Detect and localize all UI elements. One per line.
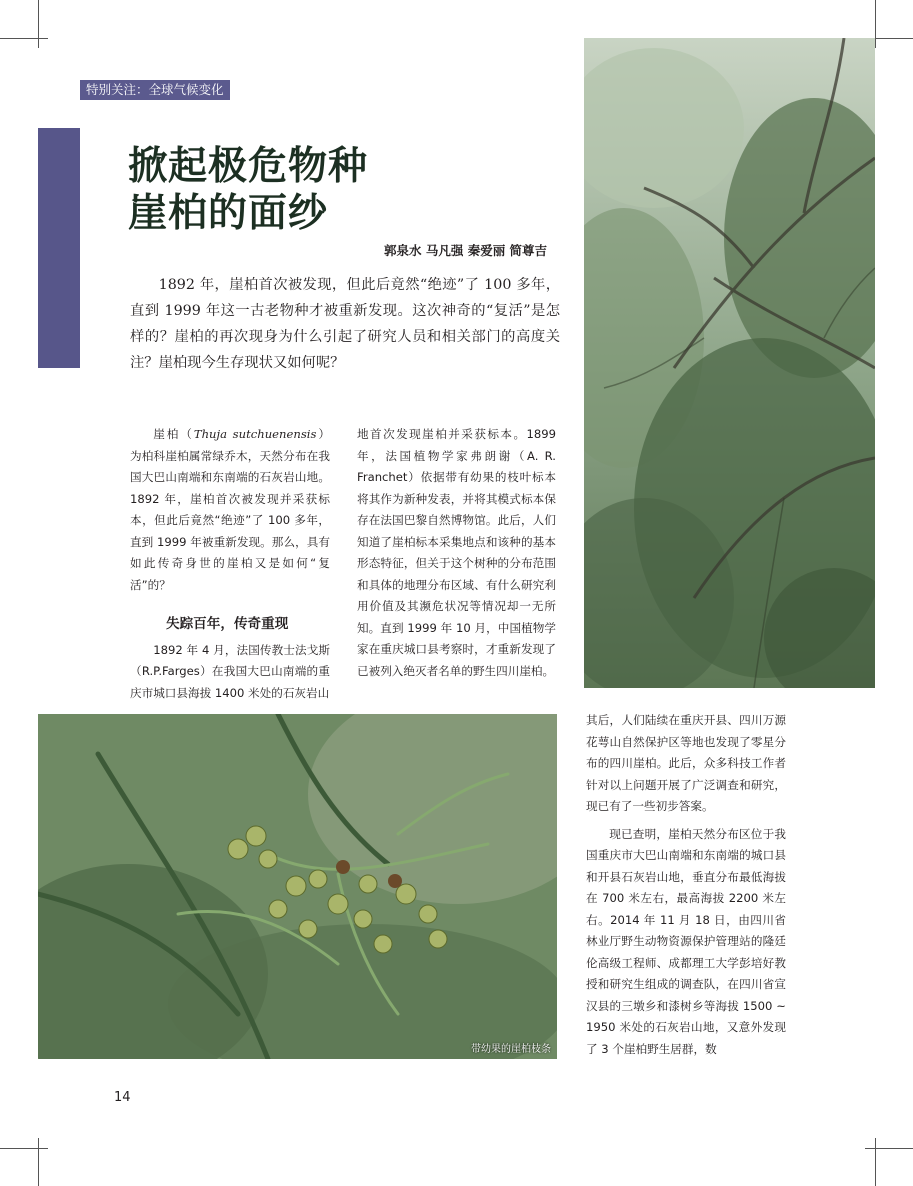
photo-caption: 带幼果的崖柏枝条 (471, 1044, 551, 1055)
title-accent-bar (38, 128, 80, 368)
text-column-3 (586, 710, 786, 1060)
paragraph: 其后，人们陆续在重庆开县、四川万源花萼山自然保护区等地也发现了零星分布的四川崖柏。此后，众多科技工作者针对以上问题开展了广泛调查和研究，现已有了一些初步答案。 (586, 713, 786, 813)
species-name: Thuja sutchuenensis (193, 427, 317, 441)
text-column-1 (130, 424, 330, 704)
crop-mark (0, 38, 48, 39)
section-tag: 特别关注：全球气候变化 (80, 80, 230, 100)
crop-mark (38, 1138, 39, 1186)
paragraph: 现已查明，崖柏天然分布区位于我国重庆市大巴山南端和东南端的城口县和开县石灰岩山地，垂直分布最低海拔在 700 米左右，最高海拔 2200 米左右。2014 年 11 月 18 日，由四川省林业厅野生动物资源保护管理站的隆廷伦高级工程师、成都理工大学彭培好教授和研究生组成的调查队，在四川省宣汉县的三墩乡和漆树乡等海拔 1500 ~ 1950 米处的石灰岩山地，又意外发现了 3 个崖柏野生居群，数 (586, 826, 786, 1056)
paragraph: 1892 年 4 月，法国传教士法戈斯（R.P.Farges）在我国大巴山南端的重庆市城口县海拔 1400 米处的石灰岩山 (130, 642, 330, 700)
branch-photo (38, 714, 557, 1059)
forest-photo (584, 38, 875, 688)
article-lead: 1892 年，崖柏首次被发现，但此后竟然“绝迹”了 100 多年，直到 1999 年这一古老物种才被重新发现。这次神奇的“复活”是怎样的？崖柏的再次现身为什么引起了研究人员和相关部门的高度关注？崖柏现今生存现状又如何呢？ (130, 277, 560, 371)
crop-mark (875, 0, 876, 48)
title-line-1: 掀起极危物种 (128, 144, 369, 189)
page-number: 14 (114, 1090, 131, 1105)
crop-mark (0, 1148, 48, 1149)
text-span: 崖柏（ (153, 427, 194, 441)
article-title (128, 143, 368, 237)
text-column-2 (357, 424, 556, 682)
article-authors: 郭泉水 马凡强 秦爱丽 简尊吉 (384, 243, 548, 258)
title-line-2: 崖柏的面纱 (128, 191, 329, 236)
text-span: ）为柏科崖柏属常绿乔木，天然分布在我国大巴山南端和东南端的石灰岩山地。1892 年，崖柏首次被发现并采获标本，但此后竟然“绝迹”了 100 多年，直到 1999 年被重新发现。那么，具有如此传奇身世的崖柏又是如何“复活”的？ (130, 427, 330, 592)
paragraph (130, 424, 330, 596)
crop-mark (865, 1148, 913, 1149)
crop-mark (875, 1138, 876, 1186)
paragraph: 地首次发现崖柏并采获标本。1899 年，法国植物学家弗朗谢（A. R. Franchet）依据带有幼果的枝叶标本将其作为新种发表，并将其模式标本保存在法国巴黎自然博物馆。此后，人们知道了崖柏标本采集地点和该种的基本形态特征，但关于这个树种的分布范围和具体的地理分布区域、有什么研究利用价值及其濒危状况等情况却一无所知。直到 1999 年 10 月，中国植物学家在重庆城口县考察时，才重新发现了已被列入绝灭者名单的野生四川崖柏。 (357, 427, 556, 678)
section-subheading: 失踪百年，传奇重现 (166, 616, 289, 632)
crop-mark (38, 0, 39, 48)
